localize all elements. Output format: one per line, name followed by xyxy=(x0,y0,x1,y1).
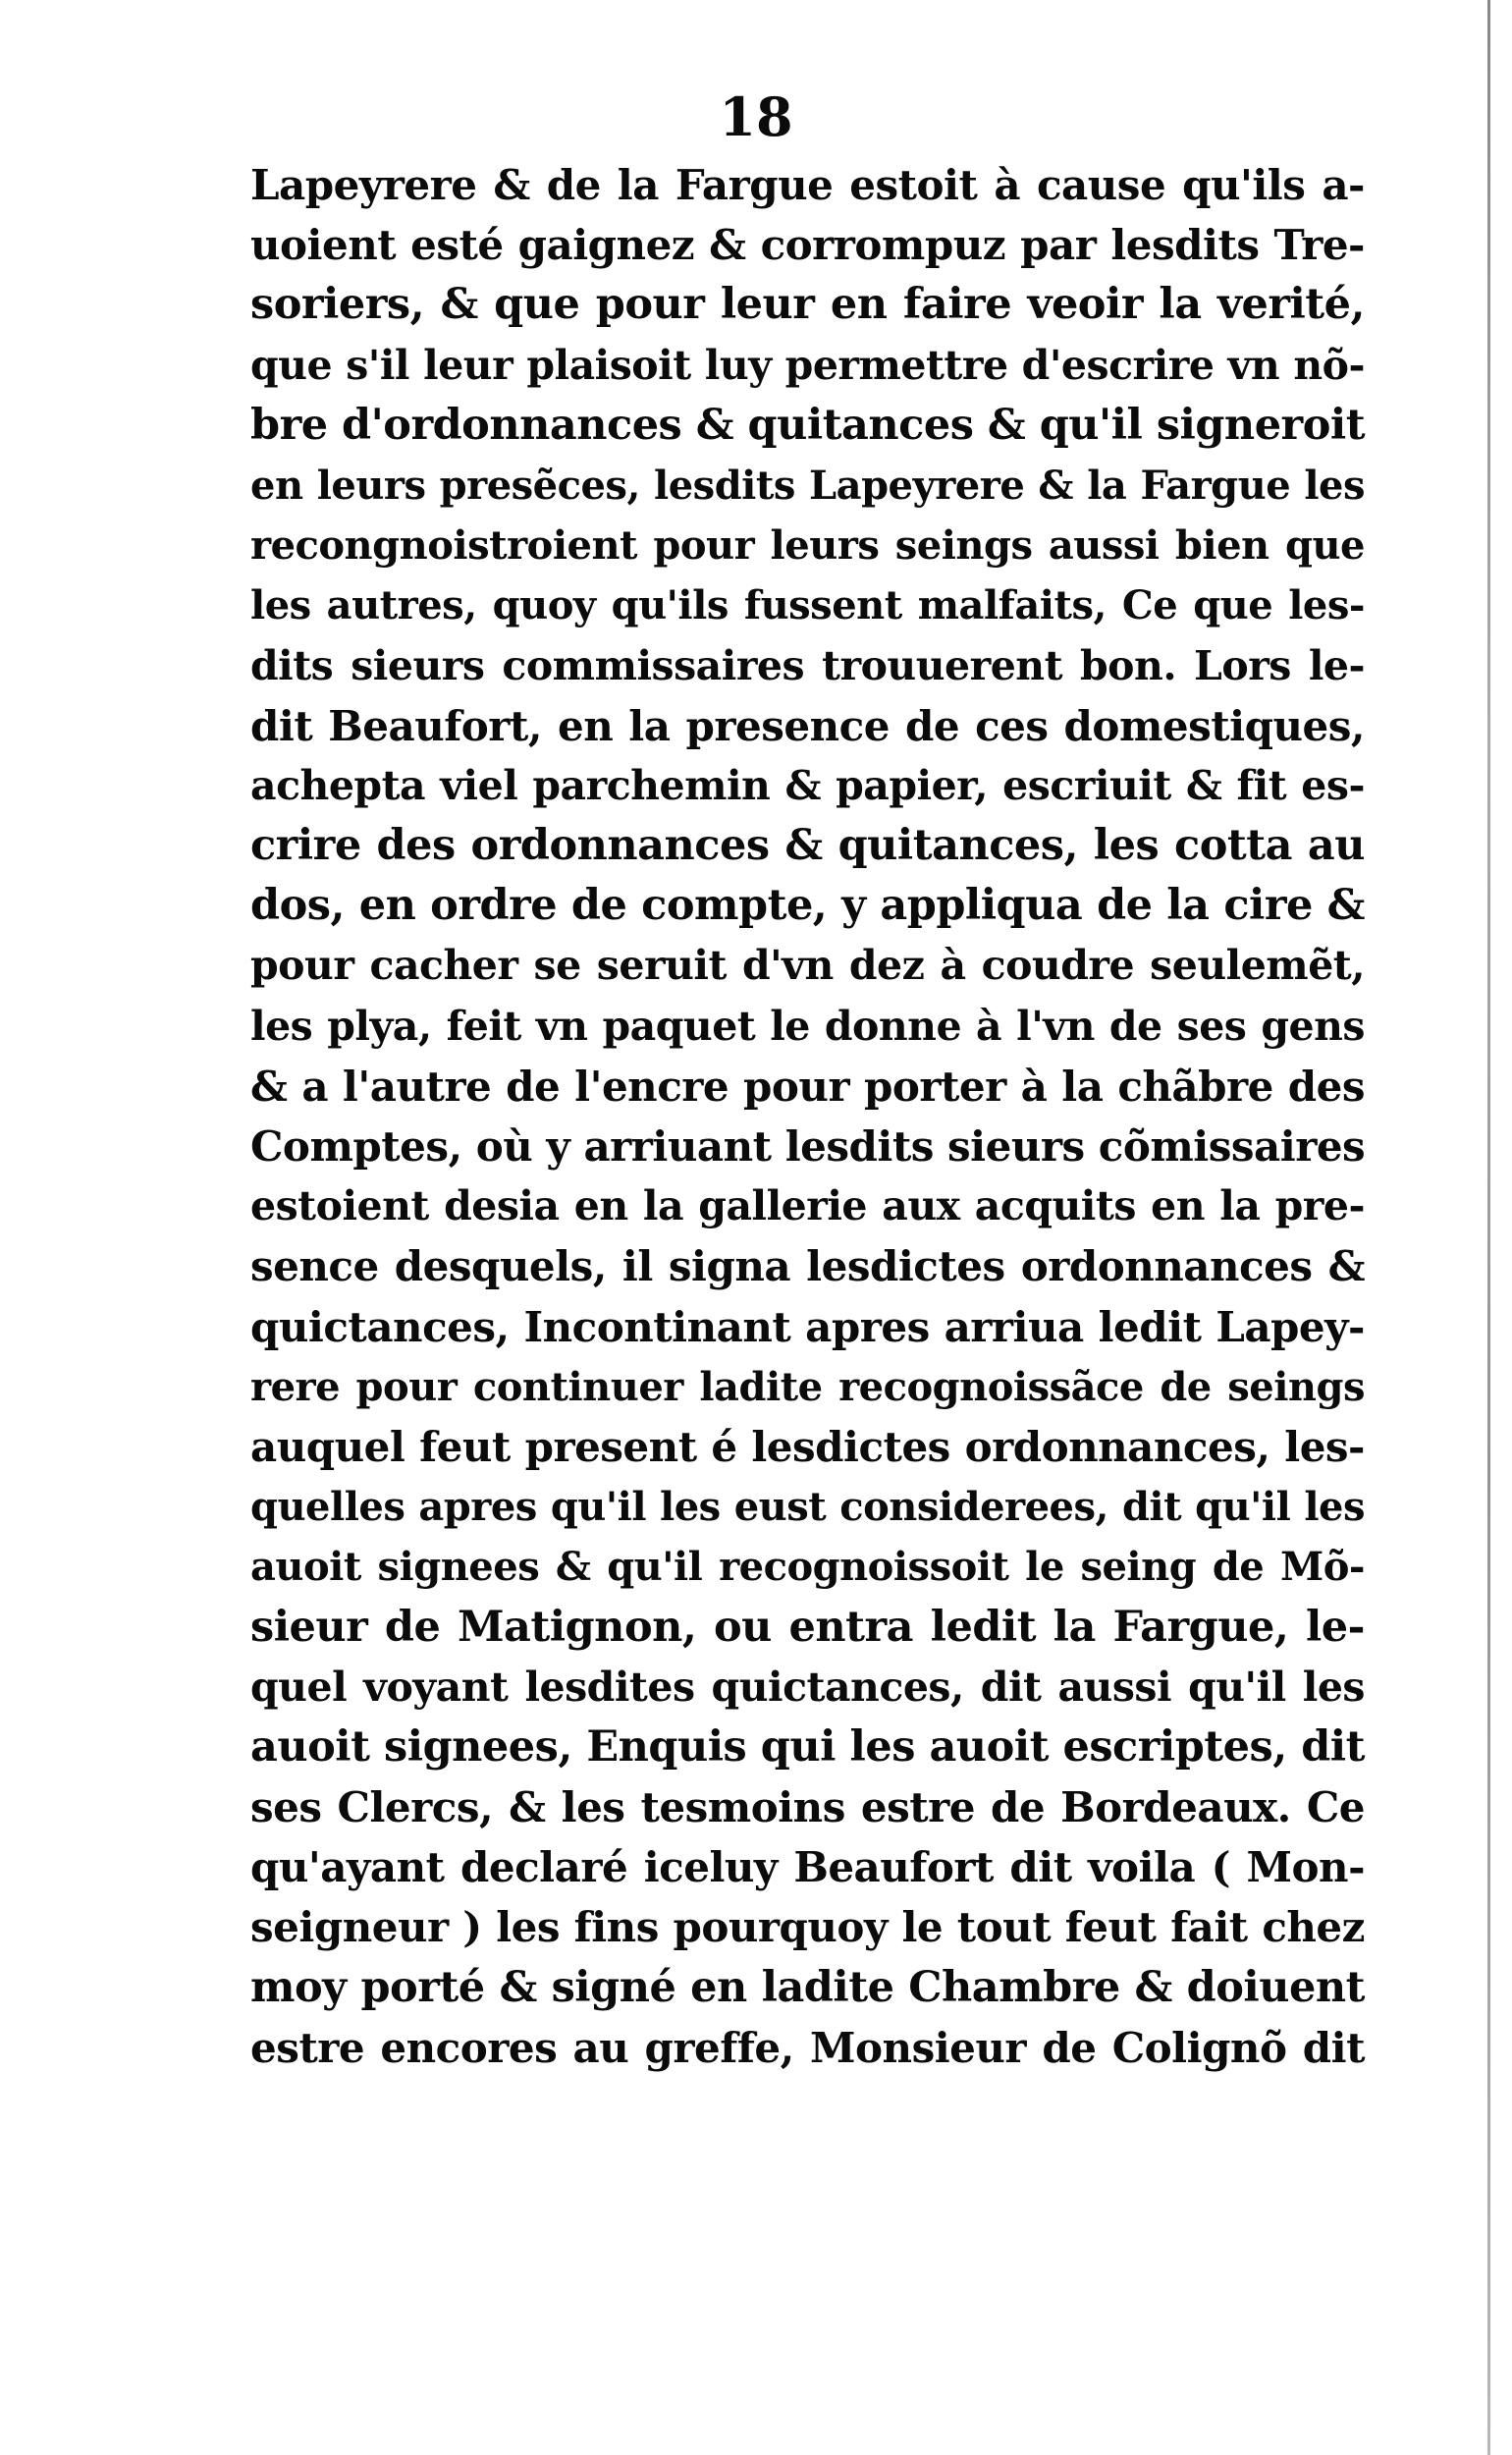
text-line: moy porté & signé en ladite Chambre & doiuent xyxy=(250,1962,1365,2012)
text-line: rere pour continuer ladite recognoissãce de seings xyxy=(250,1363,1365,1410)
text-line: dits sieurs commissaires trouuerent bon. Lors le- xyxy=(250,641,1365,689)
text-line: pour cacher se seruit d'vn dez à coudre seulemẽt, xyxy=(250,942,1365,990)
text-line: sence desquels, il signa lesdictes ordonnances & xyxy=(250,1242,1365,1291)
text-line: dit Beaufort, en la presence de ces domestiques, xyxy=(250,701,1365,750)
text-line: uoient esté gaignez & corrompuz par lesdits Tre- xyxy=(250,221,1365,270)
text-line: quictances, Incontinant apres arriua ledit Lapey- xyxy=(250,1302,1365,1351)
text-line: bre d'ordonnances & quitances & qu'il signeroit xyxy=(250,400,1366,450)
text-line: seigneur ) les fins pourquoy le tout feut fait chez xyxy=(250,1903,1365,1952)
text-line: auoit signees & qu'il recognoissoit le seing de Mõ- xyxy=(250,1544,1365,1591)
text-line: estoient desia en la gallerie aux acquits en la pre- xyxy=(250,1182,1365,1230)
text-line: quelles apres qu'il les eust considerees, dit qu'il les xyxy=(250,1484,1365,1531)
text-line: Comptes, où y arriuant lesdits sieurs cõmissaires xyxy=(250,1122,1366,1171)
text-line: ses Clercs, & les tesmoins estre de Bordeaux. Ce xyxy=(250,1783,1365,1832)
text-line: en leurs presẽces, lesdits Lapeyrere & la Fargue les xyxy=(250,462,1365,509)
page-edge-shadow xyxy=(1487,0,1490,2455)
text-line: & a l'autre de l'encre pour porter à la chãbre des xyxy=(250,1062,1365,1111)
text-line: les autres, quoy qu'ils fussent malfaits, Ce que les- xyxy=(250,582,1365,629)
text-line: qu'ayant declaré iceluy Beaufort dit voila ( Mon- xyxy=(250,1843,1365,1892)
text-line: auoit signees, Enquis qui les auoit escriptes, dit xyxy=(250,1721,1365,1772)
text-line: soriers, & que pour leur en faire veoir la verité, xyxy=(250,280,1365,330)
text-line: auquel feut present é lesdictes ordonnances, les- xyxy=(250,1422,1365,1471)
text-line: quel voyant lesdites quictances, dit aussi qu'il les xyxy=(250,1663,1365,1711)
text-line: crire des ordonnances & quitances, les cotta au xyxy=(250,821,1365,871)
text-line: achepta viel parchemin & papier, escriuit & fit es- xyxy=(250,761,1365,809)
text-line: Lapeyrere & de la Fargue estoit à cause qu'ils a- xyxy=(250,161,1365,209)
text-line: estre encores au greffe, Monsieur de Colignõ dit xyxy=(250,2023,1365,2072)
text-line: les plya, feit vn paquet le donne à l'vn de ses gens xyxy=(250,1002,1365,1050)
page-number: 18 xyxy=(719,85,793,148)
text-line: recongnoistroient pour leurs seings aussi bien que xyxy=(250,522,1365,570)
text-line: que s'il leur plaisoit luy permettre d'escrire vn nõ- xyxy=(250,341,1365,389)
text-line: dos, en ordre de compte, y appliqua de la cire & xyxy=(250,881,1365,931)
page-text-block xyxy=(250,155,1365,2078)
text-line: sieur de Matignon, ou entra ledit la Fargue, le- xyxy=(250,1602,1365,1652)
